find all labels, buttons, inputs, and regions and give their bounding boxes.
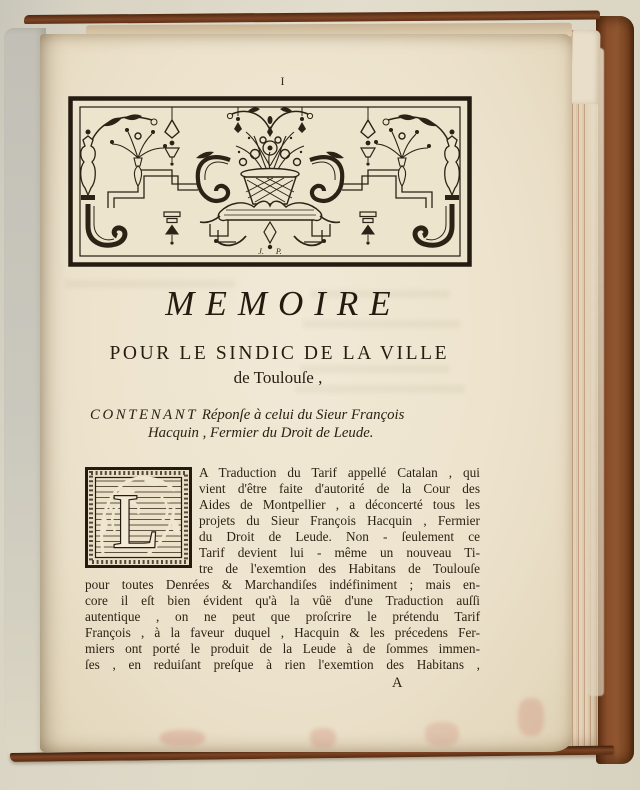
argument-line-1-rest: Réponſe à celui du Sieur François	[201, 407, 405, 423]
engraver-signature: J. P.	[258, 247, 282, 256]
body-line: tre de l'exemtion des Habitans de Toulouſe	[199, 560, 480, 576]
body-line: miers ont porté le produit de la Leude à de ſommes immen-	[85, 640, 480, 656]
body-line: autentique , on ne peut que proſcrire le prétendu Tarif	[85, 608, 480, 624]
page-number: I	[280, 74, 286, 88]
body-line: vient d'être faite d'autorité de la Cour des	[199, 480, 480, 496]
signature-mark: A	[392, 675, 403, 691]
red-ink-stain	[310, 728, 336, 748]
red-ink-stain	[160, 730, 205, 746]
red-ink-stain	[425, 722, 459, 746]
body-line: core il eſt bien évident qu'à la vûë d'une Traduction auſſi	[85, 592, 480, 608]
body-line: ſes , en reduiſant preſque à rien l'exemtion des Habitans ,	[85, 656, 480, 672]
headpiece-ornament	[68, 96, 472, 268]
flyleaf-corner	[571, 30, 600, 104]
body-line: pour toutes Denrées & Marchandiſes indéfiniment ; mais en-	[85, 577, 480, 592]
body-line: du Droit de Leude. Non - ſeulement ce	[199, 528, 480, 544]
drop-cap-letter: L	[112, 478, 160, 564]
body-text-full-width	[85, 577, 480, 673]
body-line: François , à la faveur duquel , Hacquin & les précedens Fer-	[85, 624, 480, 640]
subtitle-line-1: POUR LE SINDIC DE LA VILLE	[109, 343, 450, 364]
body-line: A Traduction du Tarif appellé Catalan , qui	[199, 465, 480, 480]
book-page	[40, 34, 572, 752]
flyleaf-edge	[588, 48, 604, 696]
page-title: MEMOIRE	[165, 284, 402, 323]
argument-line-2: Hacquin , Fermier du Droit de Leude.	[148, 425, 374, 441]
drop-cap-woodcut	[85, 467, 192, 568]
subtitle-line-2: de Toulouſe ,	[233, 368, 323, 387]
argument-line-1	[90, 406, 488, 424]
body-text-beside-dropcap	[199, 465, 480, 577]
argument-paragraph	[90, 406, 488, 442]
body-line: Tarif devient lui - même un nouveau Ti-	[199, 544, 480, 560]
red-ink-stain	[518, 698, 544, 736]
argument-lead-word: CONTENANT	[90, 407, 199, 423]
body-line: Aides de Montpellier , a déconcerté tous les	[199, 496, 480, 512]
leather-cover-top-edge	[24, 10, 600, 24]
body-line: projets du Sieur François Hacquin , Fermier	[199, 512, 480, 528]
